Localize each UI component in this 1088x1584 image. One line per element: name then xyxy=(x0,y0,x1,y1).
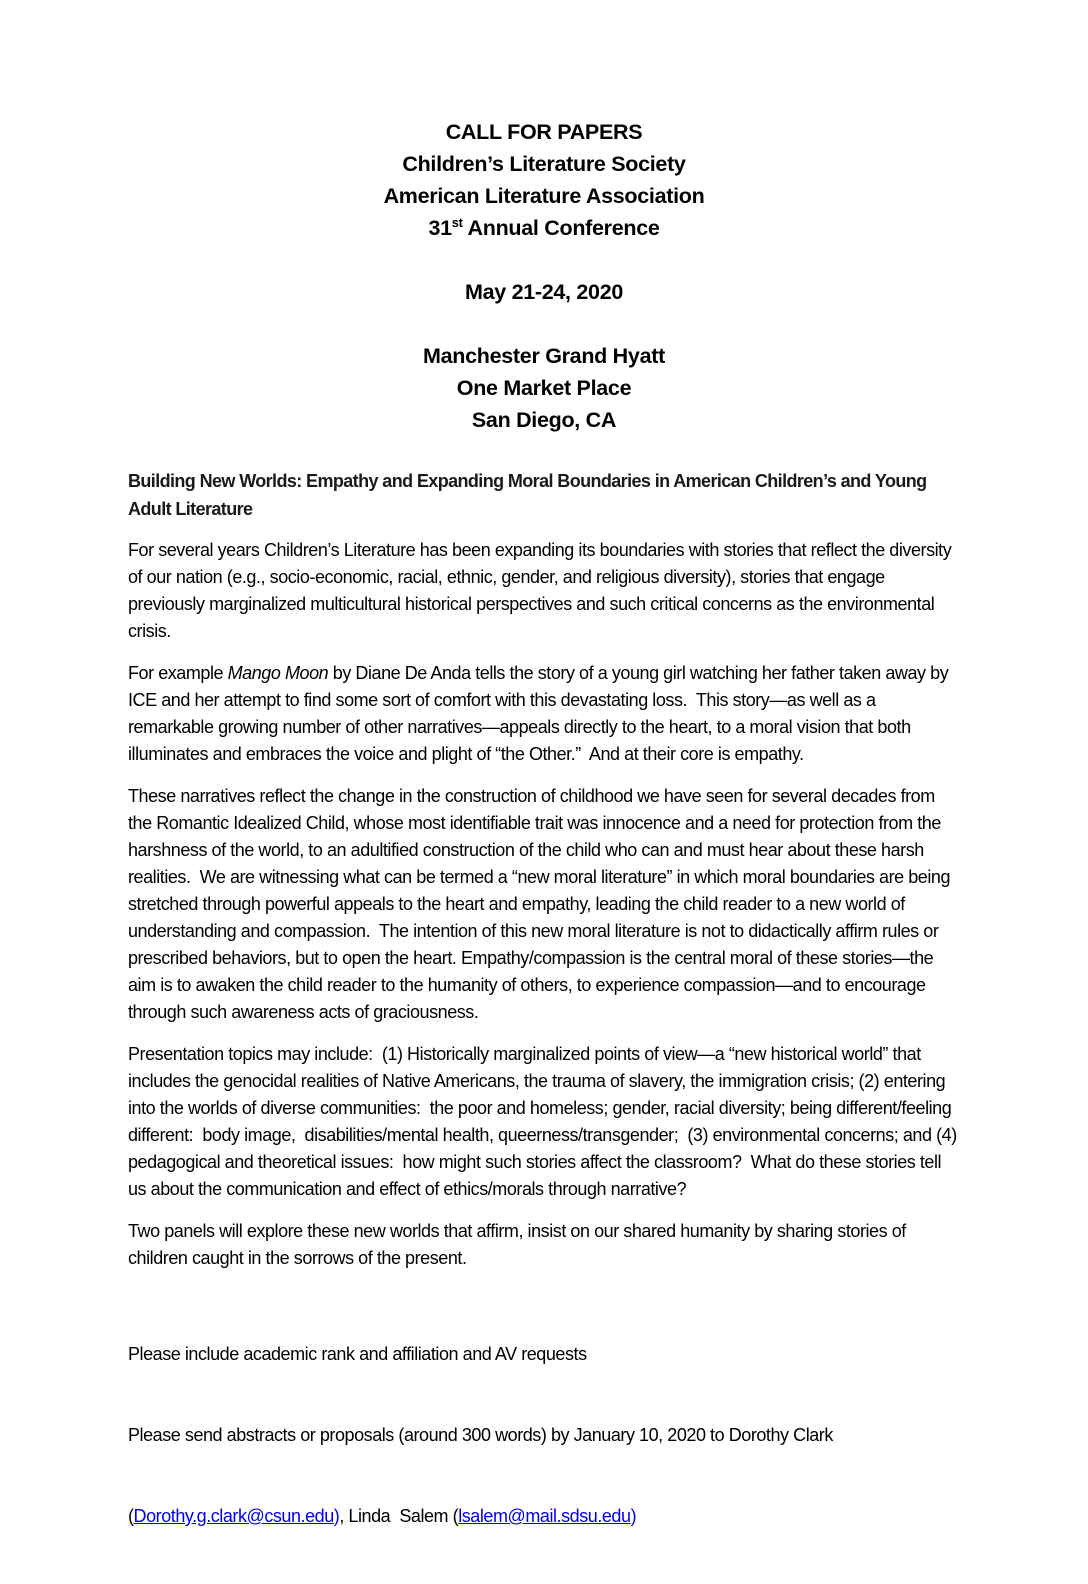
conference-ordinal: st xyxy=(451,214,463,230)
paren-open-1: ( xyxy=(128,1506,134,1526)
contact-separator: , Linda Salem xyxy=(339,1506,453,1526)
paragraph-example-post: by Diane De Anda tells the story of a young girl watching her father taken away by ICE and her attempt to find some sort of comfort with this devastating loss. This story—as well as a remarkable growing number of other narratives—appeals directly to the heart, to a moral vision that both illuminates and embraces the voice and plight of “the Other.” And at their core is empathy. xyxy=(128,663,953,764)
submission-deadline: Please send abstracts or proposals (around 300 words) by January 10, 2020 to Dorothy Clark xyxy=(128,1425,833,1445)
venue-name: Manchester Grand Hyatt xyxy=(423,344,665,368)
conference-number: 31 xyxy=(428,216,452,240)
document-header xyxy=(128,116,960,436)
submission-info xyxy=(128,1287,960,1584)
paragraph-panels: Two panels will explore these new worlds that affirm, insist on our shared humanity by sharing stories of children caught in the sorrows of the present. xyxy=(128,1221,911,1268)
paren-close-1: ) xyxy=(333,1506,340,1526)
paragraph-narratives: These narratives reflect the change in the construction of childhood we have seen for several decades from the Romantic Idealized Child, whose most identifiable trait was innocence and a need for protection from the harshness of the world, to an adultified construction of the child who can and must hear about these harsh realities. We are witnessing what can be termed a “new moral literature” in which moral boundaries are being stretched through powerful appeals to the heart and empathy, leading the child reader to a new world of understanding and compassion. The intention of this new moral literature is not to didactically affirm rules or prescribed behaviors, but to open the heart. Empathy/compassion is the central moral of these stories—the aim is to awaken the child reader to the humanity of others, to experience compassion—and to encourage through such awareness acts of graciousness. xyxy=(128,786,955,1022)
conference-line xyxy=(128,212,960,244)
paragraph-overview: For several years Children’s Literature has been expanding its boundaries with stories that reflect the diversity of our nation (e.g., socio-economic, racial, ethnic, gender, and religious diversity), stories that engage previously marginalized multicultural historical perspectives and such critical concerns as the environmental crisis. xyxy=(128,540,956,641)
paren-open-2: ( xyxy=(452,1506,459,1526)
paragraph-example xyxy=(128,660,960,768)
conference-rest: Annual Conference xyxy=(462,216,660,240)
theme-heading: Building New Worlds: Empathy and Expanding Moral Boundaries in American Children’s and Young Adult Literature xyxy=(128,471,931,519)
submission-requirements: Please include academic rank and affiliation and AV requests xyxy=(128,1344,587,1364)
association-name: American Literature Association xyxy=(383,184,705,208)
venue-street: One Market Place xyxy=(456,376,632,400)
submission-contacts xyxy=(128,1503,960,1530)
cfp-title: CALL FOR PAPERS xyxy=(445,120,643,144)
society-name: Children’s Literature Society xyxy=(402,152,686,176)
venue-city: San Diego, CA xyxy=(471,408,617,432)
email-link-linda-salem[interactable]: lsalem@mail.sdsu.edu xyxy=(458,1506,631,1526)
book-title-mango-moon: Mango Moon xyxy=(227,663,329,683)
paren-close-2: ) xyxy=(630,1506,637,1526)
paragraph-topics: Presentation topics may include: (1) Historically marginalized points of view—a “new historical world” that includes the genocidal realities of Native Americans, the trauma of slavery, the immigration crisis; (2) entering into the worlds of diverse communities: the poor and homeless; gender, racial diversity; being different/feeling different: body image, disabilities/mental health, queerness/transgender; (3) environmental concerns; and (4) pedagogical and theoretical issues: how might such stories affect the classroom? What do these stories tell us about the communication and effect of ethics/morals through narrative? xyxy=(128,1044,966,1199)
email-link-dorothy-clark[interactable]: Dorothy.g.clark@csun.edu xyxy=(133,1506,334,1526)
conference-dates: May 21-24, 2020 xyxy=(464,280,624,304)
paragraph-example-pre: For example xyxy=(128,663,228,683)
